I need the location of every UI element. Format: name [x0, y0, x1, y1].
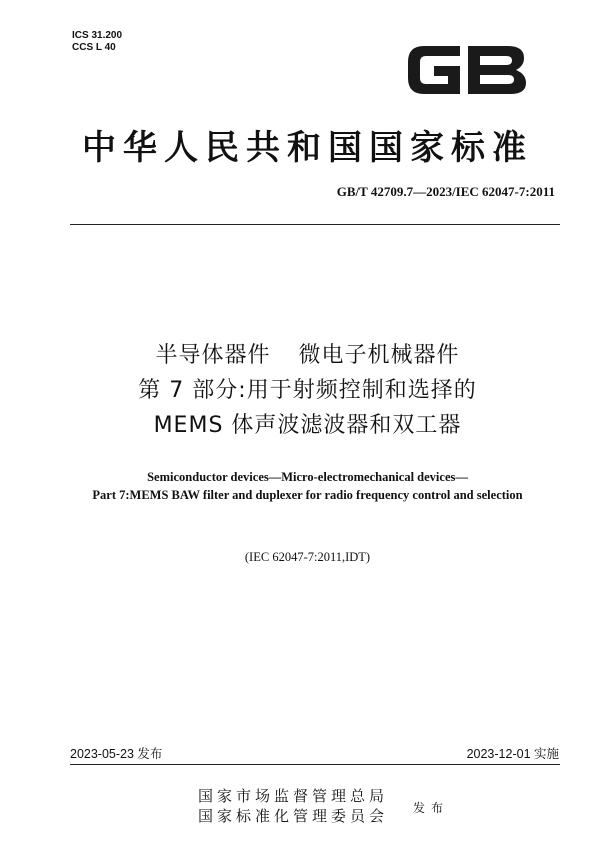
chinese-title-line-3: MEMS 体声波滤波器和双工器 — [153, 413, 462, 438]
chinese-title-line-1-part-2: 微电子机械器件 — [298, 343, 460, 368]
english-title-line-1: Semiconductor devices—Micro-electromechanical devices— — [147, 470, 468, 484]
standard-type-title: 中华人民共和国国家标准 — [82, 128, 533, 168]
chinese-title-line-2: 第 7 部分:用于射频控制和选择的 — [138, 378, 477, 403]
classification-codes — [72, 30, 122, 54]
chinese-title-line-1 — [0, 338, 615, 373]
ics-code: ICS 31.200 — [72, 30, 123, 41]
standard-number: GB/T 42709.7—2023/IEC 62047-7:2011 — [336, 184, 555, 199]
implementation-date: 2023-12-01 实施 — [466, 747, 559, 761]
issuer-line-2: 国家标准化管理委员会 — [198, 807, 389, 825]
issuing-authorities — [198, 786, 388, 826]
issuer-line-1: 国家市场监督管理总局 — [198, 787, 389, 805]
equivalence-note: (IEC 62047-7:2011,IDT) — [244, 550, 371, 564]
gb-logo-icon — [402, 40, 532, 100]
english-title-line-2: Part 7:MEMS BAW filter and duplexer for radio frequency control and selection — [92, 488, 523, 502]
header-divider — [70, 224, 560, 225]
english-title — [0, 468, 615, 504]
chinese-title-line-1-part-1: 半导体器件 — [155, 343, 271, 368]
issue-date: 2023-05-23 发布 — [70, 747, 163, 761]
footer-divider — [70, 764, 560, 765]
ccs-code: CCS L 40 — [72, 42, 116, 53]
chinese-title — [0, 338, 615, 443]
issue-label: 发布 — [413, 801, 450, 815]
